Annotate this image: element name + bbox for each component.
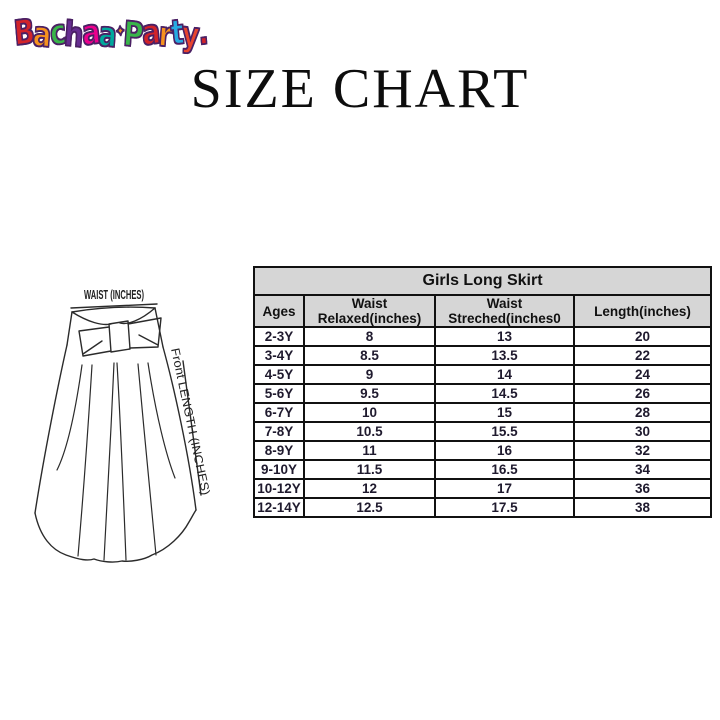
size-cell: 10 — [304, 403, 435, 422]
table-row — [254, 460, 711, 479]
table-row — [254, 365, 711, 384]
size-cell: 14 — [435, 365, 574, 384]
size-cell: 11.5 — [304, 460, 435, 479]
table-row — [254, 422, 711, 441]
logo-letter: P — [122, 14, 144, 56]
age-cell: 2-3Y — [254, 327, 304, 346]
size-table — [253, 266, 712, 518]
logo-letter: a — [97, 14, 117, 56]
size-cell: 10.5 — [304, 422, 435, 441]
size-cell: 8.5 — [304, 346, 435, 365]
size-cell: 12.5 — [304, 498, 435, 517]
length-label: Front LENGTH (INCHES) — [168, 346, 211, 484]
size-cell: 24 — [574, 365, 711, 384]
table-row — [254, 498, 711, 517]
size-cell: 17.5 — [435, 498, 574, 517]
page-title: SIZE CHART — [190, 58, 530, 120]
size-cell: 14.5 — [435, 384, 574, 403]
logo-letter: c — [48, 12, 67, 54]
size-cell: 28 — [574, 403, 711, 422]
column-header: Waist Relaxed(inches) — [304, 295, 435, 327]
table-row — [254, 384, 711, 403]
size-cell: 17 — [435, 479, 574, 498]
size-cell: 36 — [574, 479, 711, 498]
age-cell: 6-7Y — [254, 403, 304, 422]
skirt-outline — [35, 345, 196, 562]
age-cell: 7-8Y — [254, 422, 304, 441]
pleat-lines — [57, 363, 175, 560]
size-cell: 32 — [574, 441, 711, 460]
size-cell: 30 — [574, 422, 711, 441]
column-header: Ages — [254, 295, 304, 327]
logo-letter: B — [12, 11, 35, 55]
size-cell: 22 — [574, 346, 711, 365]
size-cell: 13.5 — [435, 346, 574, 365]
table-title-row — [254, 267, 711, 295]
size-cell: 20 — [574, 327, 711, 346]
column-header: Waist Streched(inches0 — [435, 295, 574, 327]
logo-letter: a — [80, 12, 101, 54]
skirt-diagram — [30, 265, 250, 585]
table-row — [254, 346, 711, 365]
size-cell: 8 — [304, 327, 435, 346]
waistband-outline — [67, 307, 163, 347]
age-cell: 9-10Y — [254, 460, 304, 479]
age-cell: 8-9Y — [254, 441, 304, 460]
size-cell: 34 — [574, 460, 711, 479]
logo-letter: y — [180, 14, 200, 56]
waist-label: WAIST (INCHES) — [84, 287, 144, 302]
brand-logo — [14, 12, 207, 64]
size-cell: 15.5 — [435, 422, 574, 441]
logo-letter: r — [157, 14, 172, 56]
logo-letter: a — [31, 14, 52, 56]
table-row — [254, 403, 711, 422]
table-row — [254, 327, 711, 346]
size-cell: 16 — [435, 441, 574, 460]
age-cell: 3-4Y — [254, 346, 304, 365]
size-cell: 38 — [574, 498, 711, 517]
skirt-illustration — [30, 265, 250, 585]
age-cell: 4-5Y — [254, 365, 304, 384]
logo-letter: . — [196, 12, 209, 54]
size-cell: 26 — [574, 384, 711, 403]
table-title: Girls Long Skirt — [254, 267, 711, 295]
table-header-row — [254, 295, 711, 327]
size-cell: 16.5 — [435, 460, 574, 479]
age-cell: 5-6Y — [254, 384, 304, 403]
logo-letter: h — [62, 14, 84, 56]
logo-letter: a — [140, 12, 161, 54]
size-cell: 11 — [304, 441, 435, 460]
size-cell: 12 — [304, 479, 435, 498]
age-cell: 10-12Y — [254, 479, 304, 498]
age-cell: 12-14Y — [254, 498, 304, 517]
size-cell: 9 — [304, 365, 435, 384]
size-cell: 13 — [435, 327, 574, 346]
table-row — [254, 479, 711, 498]
logo-letter: t — [169, 12, 184, 54]
table-row — [254, 441, 711, 460]
size-cell: 15 — [435, 403, 574, 422]
logo-letter: ✦ — [115, 23, 125, 41]
size-cell: 9.5 — [304, 384, 435, 403]
column-header: Length(inches) — [574, 295, 711, 327]
